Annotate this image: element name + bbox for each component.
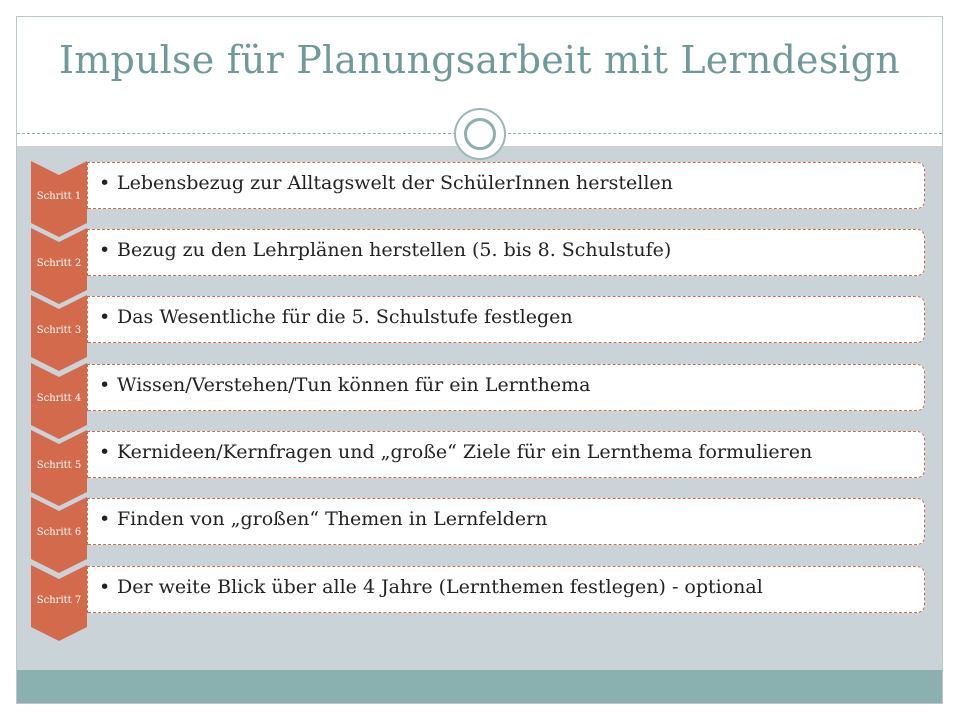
circle-ornament-icon [454,108,506,160]
bullet-icon: • [99,172,111,194]
step-row [0,430,960,497]
step-text: Wissen/Verstehen/Tun können für ein Lernthema [117,374,591,396]
step-label: Schritt 7 [36,595,82,606]
step-row [0,228,960,295]
bullet-icon: • [99,441,111,463]
circle-ornament-inner [464,118,496,150]
step-label: Schritt 3 [36,325,82,336]
step-text: Bezug zu den Lehrplänen herstellen (5. bis 8. Schulstufe) [117,239,672,261]
bullet-icon: • [99,576,111,598]
step-row [0,295,960,362]
footer-bar [17,670,942,703]
step-label: Schritt 2 [36,258,82,269]
step-text: Das Wesentliche für die 5. Schulstufe festlegen [117,306,573,328]
step-row [0,497,960,564]
step-label: Schritt 6 [36,527,82,538]
step-text: Der weite Blick über alle 4 Jahre (Lernthemen festlegen) - optional [117,576,763,598]
bullet-icon: • [99,374,111,396]
step-label: Schritt 1 [36,191,82,202]
step-label: Schritt 5 [36,460,82,471]
step-text: Kernideen/Kernfragen und „große“ Ziele für ein Lernthema formulieren [117,441,813,463]
step-text: Lebensbezug zur Alltagswelt der SchülerInnen herstellen [117,172,673,194]
step-text: Finden von „großen“ Themen in Lernfeldern [117,508,548,530]
step-row [0,161,960,228]
step-row [0,565,960,632]
step-label: Schritt 4 [36,393,82,404]
bullet-icon: • [99,306,111,328]
slide-title: Impulse für Planungsarbeit mit Lerndesign [59,38,900,82]
bullet-icon: • [99,239,111,261]
step-row [0,363,960,430]
bullet-icon: • [99,508,111,530]
